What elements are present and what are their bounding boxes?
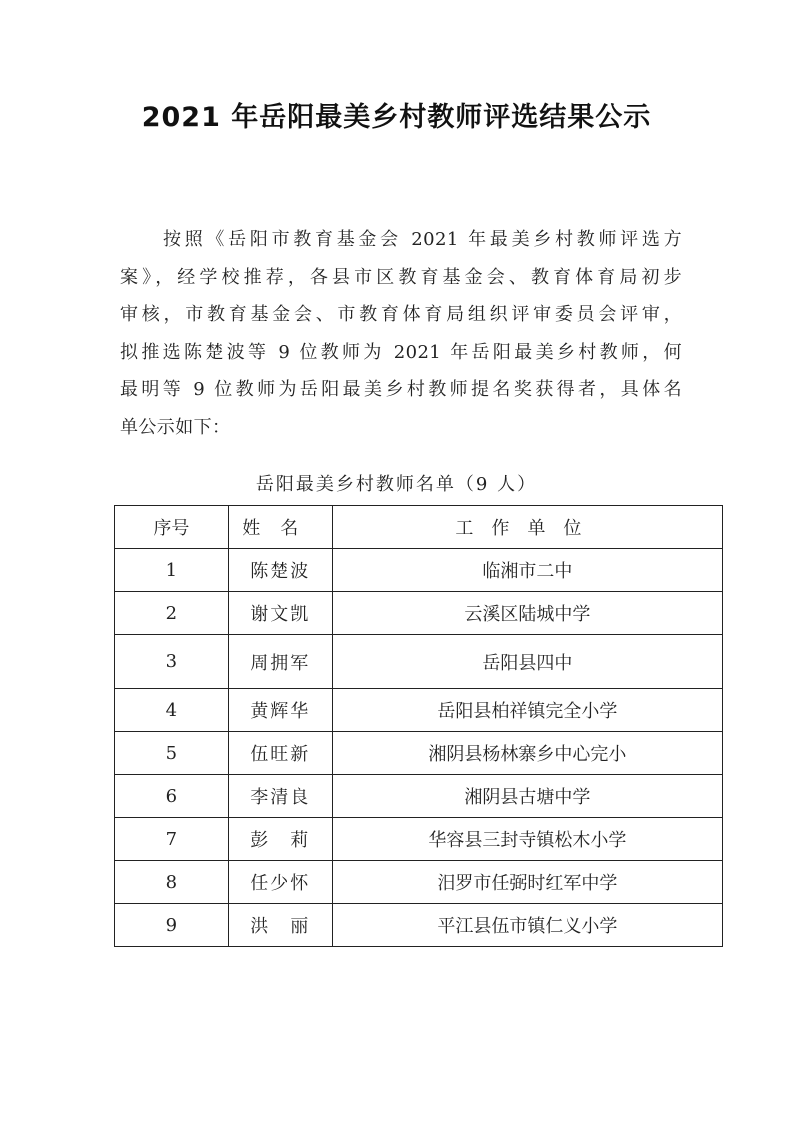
row-name: 陈楚波 [228, 549, 332, 592]
table-row [115, 732, 723, 775]
header-name: 姓名 [228, 506, 332, 549]
paragraph-line: 审核，市教育基金会、市教育体育局组织评审委员会评审， [120, 304, 682, 325]
paragraph-line: 最明等 9 位教师为岳阳最美乡村教师提名奖获得者，具体名 [120, 379, 682, 400]
table-row [115, 635, 723, 689]
row-unit: 岳阳县四中 [332, 635, 722, 689]
table-row [115, 689, 723, 732]
table-row [115, 549, 723, 592]
paragraph-line: 按照《岳阳市教育基金会 2021 年最美乡村教师评选方 [163, 229, 682, 250]
paragraph-line: 单公示如下： [120, 416, 231, 438]
table-row [115, 775, 723, 818]
row-name: 任少怀 [228, 861, 332, 904]
row-no: 2 [115, 592, 229, 635]
row-no: 9 [115, 904, 229, 947]
table-caption: 岳阳最美乡村教师名单（9 人） [255, 474, 538, 495]
row-name: 洪 丽 [228, 904, 332, 947]
row-name: 彭 莉 [228, 818, 332, 861]
row-no: 6 [115, 775, 229, 818]
row-unit: 岳阳县柏祥镇完全小学 [332, 689, 722, 732]
row-unit: 临湘市二中 [332, 549, 722, 592]
page-title: 2021 年岳阳最美乡村教师评选结果公示 [141, 102, 652, 133]
row-no: 1 [115, 549, 229, 592]
table-row [115, 904, 723, 947]
row-unit: 湘阴县杨林寨乡中心完小 [332, 732, 722, 775]
row-name: 周拥军 [228, 635, 332, 689]
table-row [115, 818, 723, 861]
row-name: 李清良 [228, 775, 332, 818]
row-name: 黄辉华 [228, 689, 332, 732]
row-unit: 汨罗市任弼时红军中学 [332, 861, 722, 904]
row-name: 伍旺新 [228, 732, 332, 775]
paragraph-line: 拟推选陈楚波等 9 位教师为 2021 年岳阳最美乡村教师，何 [120, 341, 682, 363]
row-no: 8 [115, 861, 229, 904]
announcement-paragraph [120, 221, 682, 446]
row-unit: 湘阴县古塘中学 [332, 775, 722, 818]
row-name: 谢文凯 [228, 592, 332, 635]
teacher-roster-table [114, 505, 723, 947]
row-unit: 华容县三封寺镇松木小学 [332, 818, 722, 861]
row-unit: 平江县伍市镇仁义小学 [332, 904, 722, 947]
table-header-row [115, 506, 723, 549]
header-unit: 工作单位 [332, 506, 722, 549]
row-no: 4 [115, 689, 229, 732]
row-no: 5 [115, 732, 229, 775]
table-row [115, 861, 723, 904]
table-row [115, 592, 723, 635]
header-no: 序号 [115, 506, 229, 549]
row-no: 7 [115, 818, 229, 861]
row-unit: 云溪区陆城中学 [332, 592, 722, 635]
paragraph-line: 案》，经学校推荐，各县市区教育基金会、教育体育局初步 [120, 266, 682, 288]
row-no: 3 [115, 635, 229, 689]
